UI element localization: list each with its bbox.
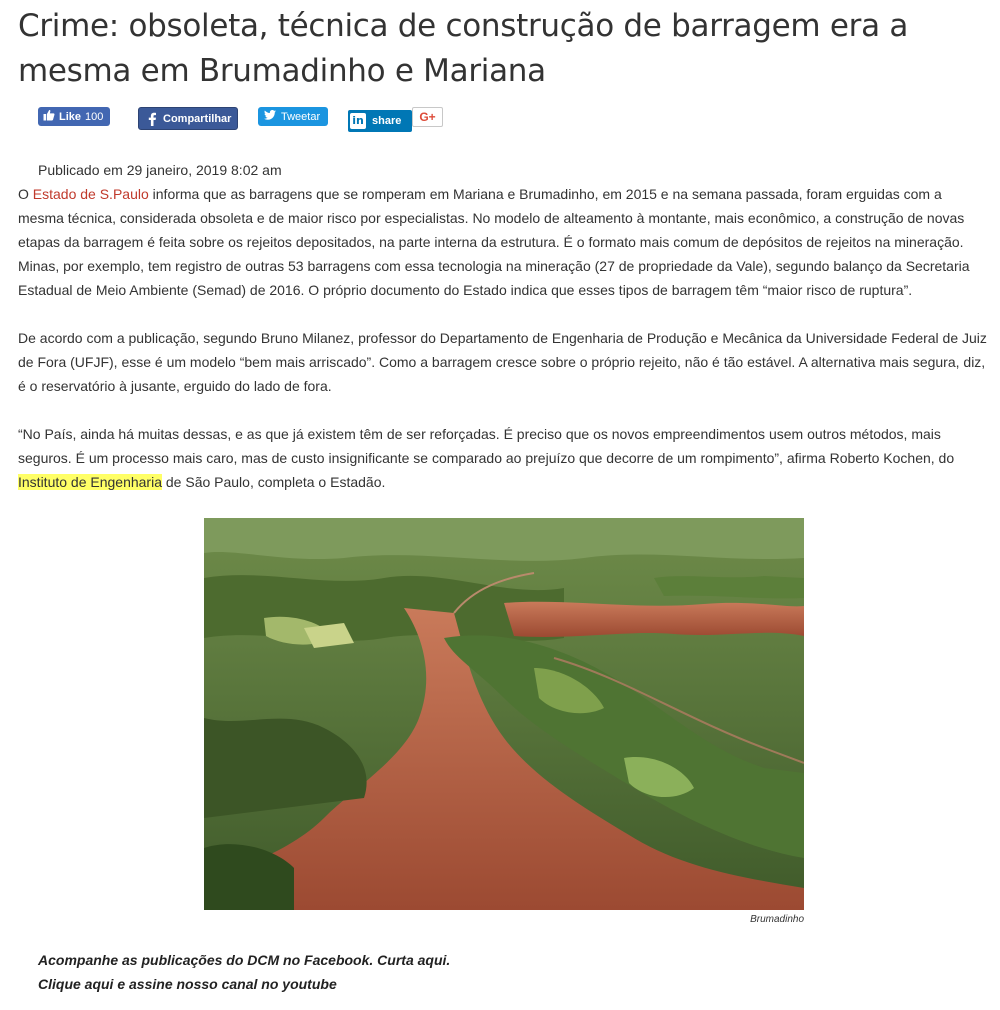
article-paragraph-3 bbox=[18, 422, 990, 494]
tweet-button[interactable] bbox=[258, 107, 328, 126]
paragraph-prefix: O bbox=[18, 186, 33, 202]
article-title: Crime: obsoleta, técnica de construção de barragem era a mesma em Brumadinho e Mariana bbox=[18, 8, 909, 89]
like-count: 100 bbox=[85, 110, 104, 123]
aerial-photo-brumadinho bbox=[204, 518, 804, 910]
paragraph-text: “No País, ainda há muitas dessas, e as que já existem têm de ser reforçadas. É preciso que os novos empreendimentos usem outros métodos, mais seguros. É um processo mais caro, mas de custo insignificante se comparado ao prejuízo que decorre de um rompimento”, afirma Roberto Kochen, do bbox=[18, 426, 955, 466]
paragraph-suffix: de São Paulo, completa o Estadão. bbox=[162, 474, 386, 490]
paragraph-text: informa que as barragens que se romperam em Mariana e Brumadinho, em 2015 e na semana passada, foram erguidas com a mesma técnica, considerada obsoleta e de maior risco por especialistas. No modelo de alteamento à montante, mais econômico, a construção de novas etapas da barragem é feita sobre os rejeitos depositados, na parte interna da estrutura. É o formato mais comum de depósitos de rejeitos na mineração. Minas, por exemplo, tem registro de outras 53 barragens com essa tecnologia na mineração (27 de propriedade da Vale), segundo balanço da Secretaria Estadual de Meio Ambiente (Semad) de 2016. O próprio documento do Estado indica que esses tipos de barragem têm “maior risco de ruptura”. bbox=[18, 186, 970, 298]
like-label: Like bbox=[59, 110, 82, 123]
photo-caption: Brumadinho bbox=[750, 914, 804, 925]
facebook-icon bbox=[147, 112, 159, 126]
linkedin-share-button[interactable] bbox=[348, 110, 412, 132]
facebook-like-button[interactable] bbox=[38, 107, 110, 126]
published-date: Publicado em 29 janeiro, 2019 8:02 am bbox=[38, 162, 282, 178]
youtube-subscribe-link[interactable]: Clique aqui e assine nosso canal no youtube bbox=[38, 976, 337, 992]
highlighted-text: Instituto de Engenharia bbox=[18, 474, 162, 490]
thumbs-up-icon bbox=[43, 109, 55, 124]
tweet-label: Tweetar bbox=[281, 110, 321, 123]
facebook-share-label: Compartilhar bbox=[163, 112, 232, 125]
facebook-share-button[interactable] bbox=[138, 107, 238, 130]
estado-link[interactable]: Estado de S.Paulo bbox=[32, 186, 149, 202]
twitter-bird-icon bbox=[264, 110, 276, 123]
linkedin-icon: in bbox=[350, 113, 366, 129]
facebook-follow-link[interactable]: Acompanhe as publicações do DCM no Facebook. Curta aqui. bbox=[38, 952, 451, 968]
google-plus-button[interactable] bbox=[412, 107, 443, 127]
linkedin-share-label: share bbox=[372, 115, 402, 127]
google-plus-icon: G+ bbox=[419, 110, 436, 124]
article-paragraph-2: De acordo com a publicação, segundo Bruno Milanez, professor do Departamento de Engenharia de Produção e Mecânica da Universidade Federal de Juiz de Fora (UFJF), esse é um modelo “bem mais arriscado”. Como a barragem cresce sobre o próprio rejeito, não é tão estável. A alternativa mais segura, diz, é o reservatório à jusante, erguido do lado de fora. bbox=[18, 330, 987, 394]
article-paragraph-1 bbox=[18, 182, 990, 302]
